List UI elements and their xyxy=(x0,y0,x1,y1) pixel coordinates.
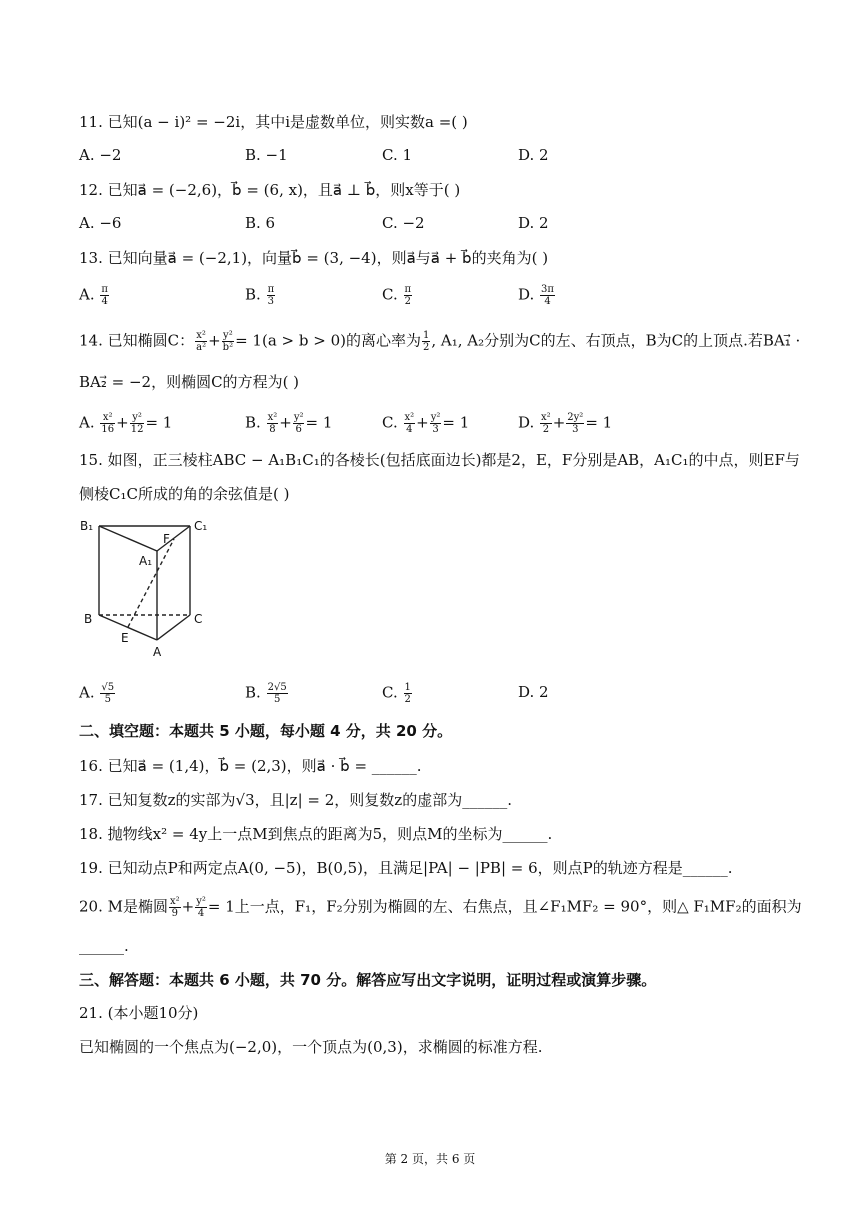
label-e: E xyxy=(121,631,129,645)
q19: 19. 已知动点P和两定点A(0, −5)，B(0,5)，且满足|PA| − |PB| = 6，则点P的轨迹方程是______. xyxy=(79,859,733,877)
q14-frac-e: $\frac{1}{2}$ xyxy=(422,330,430,353)
q15-stem-line1: 15. 如图，正三棱柱ABC − A₁B₁C₁的各棱长(包括底面边长)都是2，E，F分别是AB，A₁C₁的中点，则EF与 xyxy=(79,451,800,469)
section-3-heading: 三、解答题：本题共 6 小题，共 70 分。解答应写出文字说明，证明过程或演算步骤。 xyxy=(79,971,657,989)
label-b: B xyxy=(84,612,93,626)
q14-option-a: A. $\frac{\text{x²}}{16}$ + $\frac{\text{y²}}{12}$ = 1 xyxy=(79,412,173,435)
prism-figure xyxy=(75,515,215,660)
q20-line2: ______. xyxy=(79,937,129,955)
q15-option-a: A. $\frac{√5}{5}$ xyxy=(79,682,115,705)
label-a: A xyxy=(153,645,162,659)
q11-option-b: B. −1 xyxy=(245,146,288,164)
q12-option-d: D. 2 xyxy=(518,214,549,232)
q16: 16. 已知a⃗ = (1,4)，b⃗ = (2,3)，则a⃗ · b⃗ = ______. xyxy=(79,757,422,775)
q21-title: 21. (本小题10分) xyxy=(79,1004,199,1022)
q18: 18. 抛物线x² = 4y上一点M到焦点的距离为5，则点M的坐标为______. xyxy=(79,825,553,843)
q17: 17. 已知复数z的实部为√3，且|z| = 2，则复数z的虚部为______. xyxy=(79,791,512,809)
q13-option-a-fraction: $\frac{\pi}{4}$ xyxy=(101,284,108,307)
q14-frac-x: $\frac{\text{x²}}{\text{a²}}$ xyxy=(196,330,207,353)
q13-option-b-label: B. xyxy=(245,285,261,304)
q13-option-a xyxy=(79,284,110,307)
q12-option-b: B. 6 xyxy=(245,214,276,232)
q13-option-c xyxy=(382,284,413,307)
q14-option-b: B. $\frac{\text{x²}}{8}$ + $\frac{\text{y²}}{6}$ = 1 xyxy=(245,412,333,435)
q12-option-c: C. −2 xyxy=(382,214,425,232)
q14-stem-line2: BA₂⃗ = −2，则椭圆C的方程为( ) xyxy=(79,373,300,391)
label-b1: B₁ xyxy=(80,519,94,533)
q15-option-b: B. $\frac{2√5}{5}$ xyxy=(245,682,287,705)
q13-option-d xyxy=(518,284,556,307)
q13-option-a-label: A. xyxy=(79,285,95,304)
q12-option-a: A. −6 xyxy=(79,214,122,232)
q14-stem: 14. 已知椭圆C： $\frac{\text{x²}}{\text{a²}}$ + $\frac{\text{y²}}{\text{b²}}$ = 1(a > b > 0)的离心率为 $\frac{1}{2}$ , A₁, A₂分别为C的左、右顶点，B为C的上顶点.若BA₁⃗ · xyxy=(79,330,801,353)
q15-option-d: D. 2 xyxy=(518,683,549,701)
q13-option-d-fraction: $\frac{3\pi}{4}$ xyxy=(541,284,554,307)
label-f: F xyxy=(163,532,170,546)
q15-stem-line2: 侧棱C₁C所成的角的余弦值是( ) xyxy=(79,485,290,503)
q14-frac-y: $\frac{\text{y²}}{\text{b²}}$ xyxy=(222,330,234,353)
q13-option-c-fraction: $\frac{\pi}{2}$ xyxy=(404,284,412,307)
page-footer: 第 2 页，共 6 页 xyxy=(384,1152,476,1166)
q11-stem: 11. 已知(a − i)² = −2i，其中i是虚数单位，则实数a =( ) xyxy=(79,113,468,131)
q21-body: 已知椭圆的一个焦点为(−2,0)，一个顶点为(0,3)，求椭圆的标准方程. xyxy=(79,1038,543,1056)
label-c1: C₁ xyxy=(194,519,208,533)
q11-option-a: A. −2 xyxy=(79,146,122,164)
q20: 20. M是椭圆 $\frac{\text{x²}}{9}$ + $\frac{\text{y²}}{4}$ = 1上一点，F₁，F₂分别为椭圆的左、右焦点，且∠F₁MF₂ = 90°，则△ F₁MF₂的面积为 xyxy=(79,896,802,919)
q14-option-d: D. $\frac{\text{x²}}{2}$ + $\frac{\text{2y²}}{3}$ = 1 xyxy=(518,412,613,435)
q13-option-b xyxy=(245,284,276,307)
label-a1: A₁ xyxy=(139,554,153,568)
label-c: C xyxy=(194,612,203,626)
section-2-heading: 二、填空题：本题共 5 小题，每小题 4 分，共 20 分。 xyxy=(79,722,453,740)
q11-option-c: C. 1 xyxy=(382,146,413,164)
q11-option-d: D. 2 xyxy=(518,146,549,164)
q13-stem: 13. 已知向量a⃗ = (−2,1)，向量b⃗ = (3, −4)，则a⃗与a⃗ + b⃗的夹角为( ) xyxy=(79,249,549,267)
q12-stem: 12. 已知a⃗ = (−2,6)，b⃗ = (6, x)，且a⃗ ⊥ b⃗，则x等于( ) xyxy=(79,181,461,199)
q15-option-c: C. $\frac{1}{2}$ xyxy=(382,682,411,705)
q13-option-d-label: D. xyxy=(518,285,535,304)
q13-option-b-fraction: $\frac{\pi}{3}$ xyxy=(267,284,275,307)
q14-option-c: C. $\frac{\text{x²}}{4}$ + $\frac{\text{y²}}{3}$ = 1 xyxy=(382,412,470,435)
q13-option-c-label: C. xyxy=(382,285,398,304)
